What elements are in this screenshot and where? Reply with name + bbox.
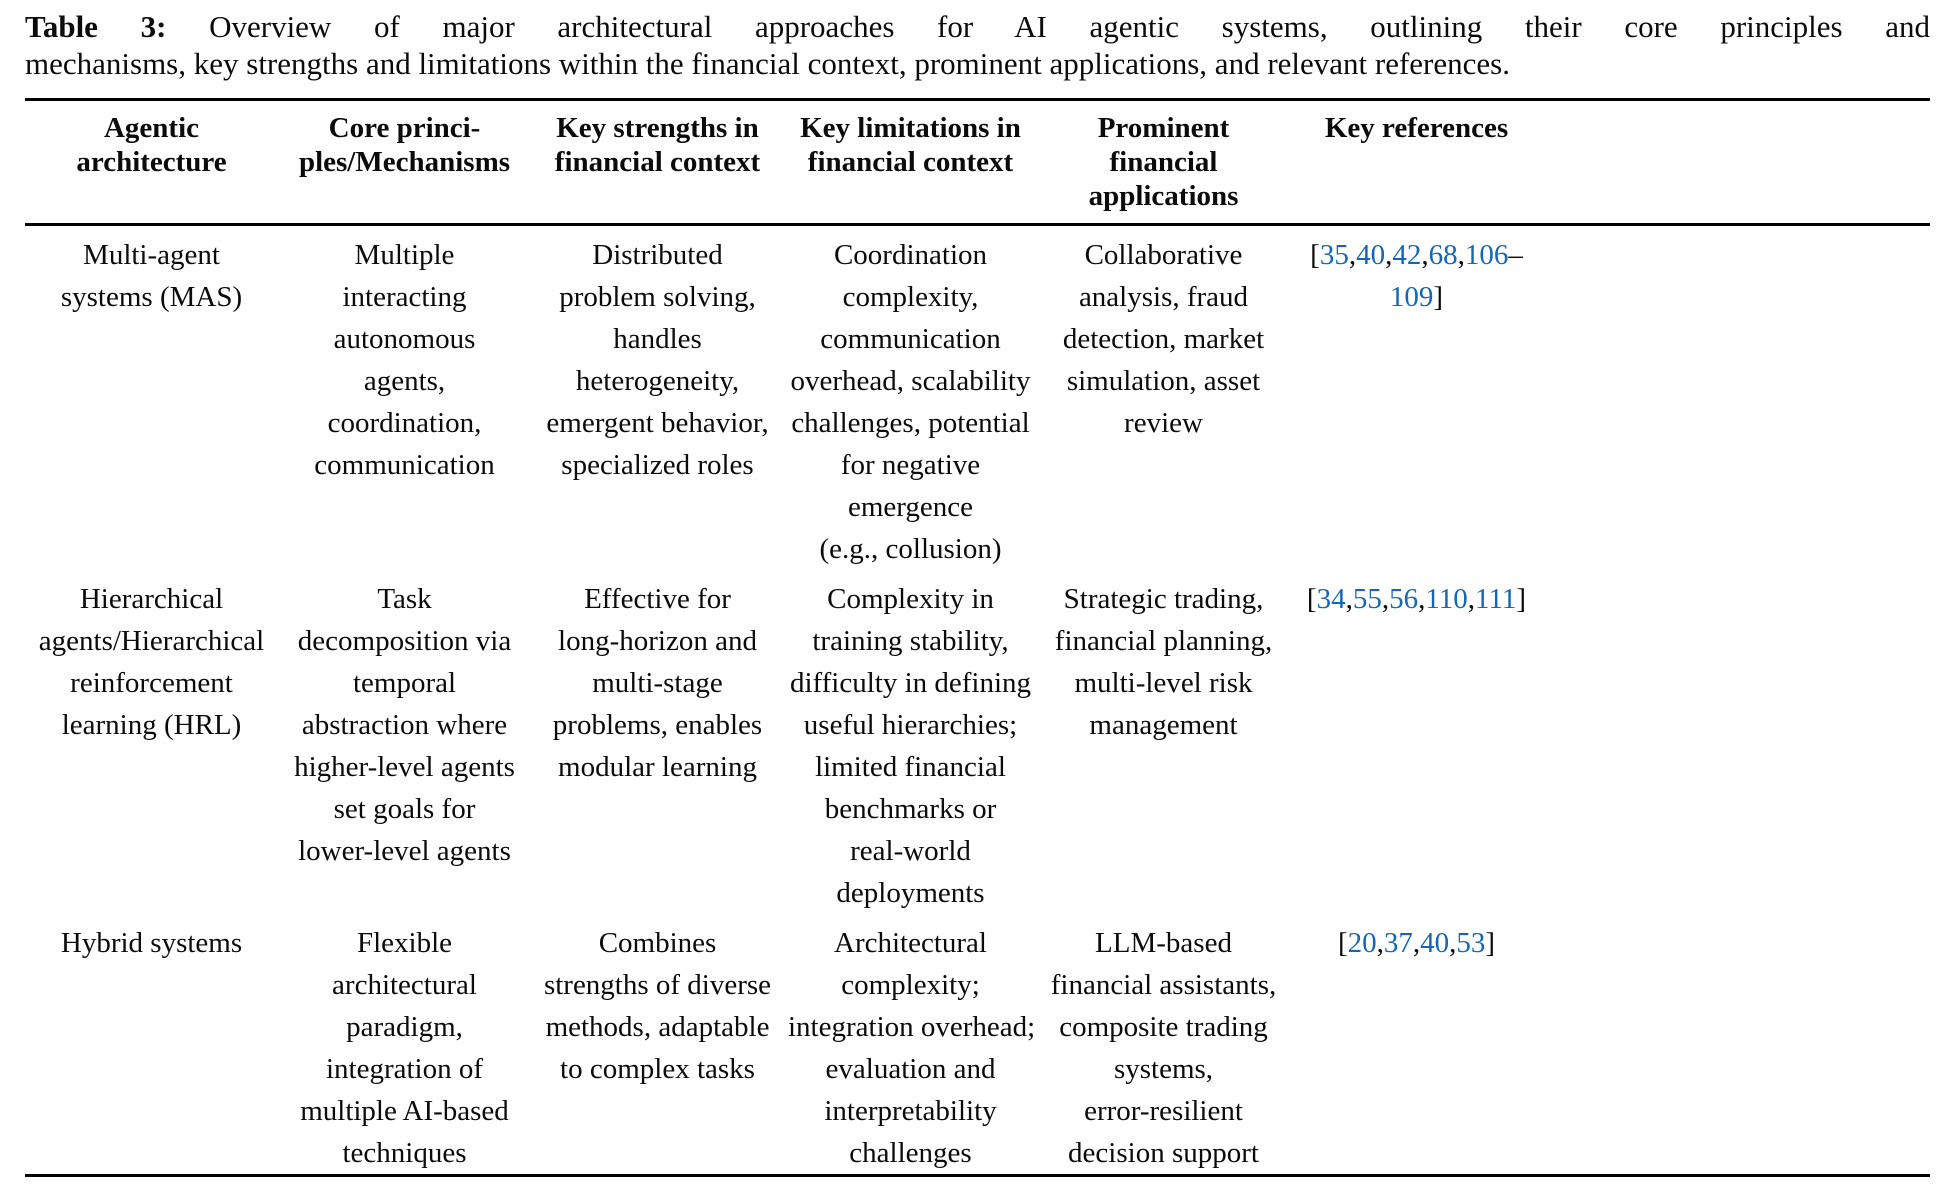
reference-punctuation: , — [1412, 927, 1421, 959]
header-line: applications — [1088, 180, 1239, 212]
cell-line: (e.g., collusion) — [819, 533, 1002, 565]
reference-punctuation: [ — [1306, 583, 1317, 615]
cell-line: emergence — [847, 491, 974, 523]
cell-line: higher-level agents — [294, 751, 515, 783]
header-applications — [1037, 111, 1290, 213]
cell-limitations — [784, 922, 1037, 1174]
cell-line: Effective for — [584, 583, 731, 615]
header-line: ples/Mechanisms — [298, 146, 511, 178]
cell-line: real-world — [850, 835, 971, 867]
cell-line: deployments — [836, 877, 985, 909]
cell-architecture — [25, 922, 278, 1174]
cell-applications — [1037, 578, 1290, 914]
header-line: Core princi- — [328, 112, 481, 144]
cell-references — [1290, 234, 1543, 570]
header-line: Agentic — [103, 112, 200, 144]
citation-link[interactable]: 109 — [1389, 281, 1434, 313]
cell-line: complexity, — [842, 281, 979, 313]
cell-line: multiple AI-based — [300, 1095, 509, 1127]
cell-line: Distributed — [592, 239, 723, 271]
cell-applications — [1037, 922, 1290, 1174]
citation-link[interactable]: 37 — [1383, 927, 1413, 959]
cell-line: Combines — [598, 927, 717, 959]
header-line: Key references — [1324, 112, 1509, 144]
reference-punctuation: , — [1381, 583, 1390, 615]
citation-link[interactable]: 56 — [1389, 583, 1419, 615]
caption-line-2: mechanisms, key strengths and limitations within the financial context, prominent applications, and relevant references. — [25, 46, 1510, 81]
cell-line: decomposition via — [297, 625, 512, 657]
cell-line: heterogeneity, — [575, 365, 740, 397]
cell-line: lower-level agents — [298, 835, 511, 867]
cell-line: architectural — [332, 969, 477, 1001]
table-body — [25, 226, 1930, 1174]
cell-line: Task — [377, 583, 432, 615]
cell-line: complexity; — [841, 969, 980, 1001]
cell-line: Complexity in — [827, 583, 994, 615]
reference-punctuation: , — [1449, 927, 1457, 959]
citation-link[interactable]: 55 — [1352, 583, 1382, 615]
reference-punctuation: ] — [1485, 927, 1496, 959]
citation-link[interactable]: 53 — [1456, 927, 1486, 959]
cell-line: multi-stage — [592, 667, 723, 699]
reference-punctuation: , — [1345, 583, 1353, 615]
cell-line: set goals for — [333, 793, 476, 825]
reference-punctuation: ] — [1516, 583, 1527, 615]
cell-references — [1290, 578, 1543, 914]
cell-line: long-horizon and — [558, 625, 757, 657]
reference-line — [1294, 578, 1539, 620]
cell-line: limited financial — [815, 751, 1006, 783]
cell-line: challenges — [849, 1137, 972, 1169]
cell-principles — [278, 234, 531, 570]
cell-line: modular learning — [558, 751, 757, 783]
citation-link[interactable]: 106 — [1464, 239, 1509, 271]
cell-line: analysis, fraud — [1078, 281, 1249, 313]
cell-line: Flexible — [356, 927, 453, 959]
citation-link[interactable]: 20 — [1347, 927, 1377, 959]
cell-architecture — [25, 578, 278, 914]
cell-line: composite trading — [1059, 1011, 1268, 1043]
cell-strengths — [531, 578, 784, 914]
cell-line: communication — [820, 323, 1001, 355]
caption-label: Table 3: — [25, 9, 167, 44]
cell-line: autonomous — [333, 323, 476, 355]
cell-applications — [1037, 234, 1290, 570]
caption-text-1: Overview of major architectural approaches for AI agentic systems, outlining their core principles and — [209, 9, 1930, 44]
reference-line — [1294, 276, 1539, 318]
cell-line: interacting — [342, 281, 467, 313]
table-row — [25, 914, 1930, 1174]
header-references — [1290, 111, 1543, 213]
reference-punctuation: , — [1348, 239, 1357, 271]
cell-line: emergent behavior, — [546, 407, 769, 439]
cell-strengths — [531, 234, 784, 570]
cell-line: Strategic trading, — [1063, 583, 1264, 615]
cell-line: specialized roles — [561, 449, 754, 481]
citation-link[interactable]: 34 — [1316, 583, 1346, 615]
citation-link[interactable]: 111 — [1475, 583, 1517, 615]
cell-line: handles — [613, 323, 702, 355]
cell-line: for negative — [840, 449, 981, 481]
cell-line: Multiple — [354, 239, 455, 271]
cell-line: error-resilient — [1084, 1095, 1243, 1127]
cell-line: problem solving, — [559, 281, 756, 313]
header-architecture — [25, 111, 278, 213]
cell-principles — [278, 922, 531, 1174]
cell-line: management — [1089, 709, 1238, 741]
cell-principles — [278, 578, 531, 914]
header-line: financial context — [807, 146, 1014, 178]
cell-line: Collaborative — [1084, 239, 1243, 271]
reference-punctuation: , — [1418, 583, 1426, 615]
cell-line: financial planning, — [1054, 625, 1273, 657]
table-row — [25, 570, 1930, 914]
reference-line — [1294, 234, 1539, 276]
cell-line: challenges, potential — [791, 407, 1030, 439]
cell-line: simulation, asset — [1066, 365, 1261, 397]
reference-punctuation: ] — [1433, 281, 1444, 313]
cell-line: agents/Hierarchical — [38, 625, 265, 657]
cell-line: LLM-based — [1095, 927, 1232, 959]
cell-line: review — [1124, 407, 1203, 439]
cell-line: techniques — [342, 1137, 467, 1169]
reference-punctuation: , — [1376, 927, 1384, 959]
cell-line: integration overhead; — [788, 1011, 1036, 1043]
table-block — [25, 0, 1930, 1177]
header-line: financial context — [554, 146, 761, 178]
cell-line: useful hierarchies; — [803, 709, 1018, 741]
cell-line: temporal — [352, 667, 457, 699]
table-header-row — [25, 101, 1930, 223]
cell-line: training stability, — [812, 625, 1009, 657]
cell-line: agents, — [363, 365, 446, 397]
cell-line: Hierarchical — [79, 583, 224, 615]
cell-line: Coordination — [833, 239, 988, 271]
reference-punctuation: , — [1385, 239, 1393, 271]
header-limitations — [784, 111, 1037, 213]
reference-punctuation: [ — [1310, 239, 1320, 271]
cell-line: multi-level risk — [1074, 667, 1253, 699]
cell-line: benchmarks or — [824, 793, 997, 825]
cell-line: systems, — [1113, 1053, 1214, 1085]
cell-architecture — [25, 234, 278, 570]
cell-line: integration of — [325, 1053, 484, 1085]
cell-line: detection, market — [1062, 323, 1265, 355]
cell-line: Architectural — [834, 927, 987, 959]
cell-line: communication — [314, 449, 495, 481]
cell-line: evaluation and — [825, 1053, 996, 1085]
cell-line: to complex tasks — [560, 1053, 755, 1085]
cell-line: Multi-agent — [83, 239, 220, 271]
cell-line: strengths of diverse — [543, 969, 772, 1001]
reference-punctuation: – — [1508, 239, 1523, 271]
cell-line: Hybrid systems — [60, 927, 243, 959]
cell-line: difficulty in defining — [789, 667, 1032, 699]
cell-line: paradigm, — [346, 1011, 463, 1043]
cell-line: learning (HRL) — [61, 709, 242, 741]
cell-line: abstraction where — [301, 709, 508, 741]
header-line: Key limitations in — [800, 112, 1021, 144]
header-principles — [278, 111, 531, 213]
citation-link[interactable]: 42 — [1392, 239, 1422, 271]
citation-link[interactable]: 35 — [1319, 239, 1349, 271]
caption-line-1 — [25, 8, 1930, 45]
cell-line: methods, adaptable — [545, 1011, 770, 1043]
cell-line: financial assistants, — [1050, 969, 1277, 1001]
cell-line: reinforcement — [70, 667, 233, 699]
reference-punctuation: , — [1421, 239, 1429, 271]
table-bottom-rule — [25, 1174, 1930, 1177]
citation-link[interactable]: 68 — [1428, 239, 1458, 271]
reference-punctuation: , — [1457, 239, 1465, 271]
cell-references — [1290, 922, 1543, 1174]
header-strengths — [531, 111, 784, 213]
cell-limitations — [784, 578, 1037, 914]
cell-line: coordination, — [327, 407, 482, 439]
citation-link[interactable]: 40 — [1420, 927, 1450, 959]
table-caption — [25, 8, 1930, 82]
cell-line: systems (MAS) — [60, 281, 243, 313]
table-row — [25, 226, 1930, 570]
cell-strengths — [531, 922, 784, 1174]
cell-line: decision support — [1068, 1137, 1259, 1169]
header-line: Key strengths in — [556, 112, 759, 144]
reference-punctuation: [ — [1337, 927, 1348, 959]
reference-punctuation: , — [1467, 583, 1476, 615]
cell-line: overhead, scalability — [790, 365, 1031, 397]
header-line: architecture — [76, 146, 227, 178]
citation-link[interactable]: 110 — [1425, 583, 1468, 615]
reference-line — [1294, 922, 1539, 964]
cell-limitations — [784, 234, 1037, 570]
citation-link[interactable]: 40 — [1356, 239, 1386, 271]
cell-line: problems, enables — [552, 709, 763, 741]
cell-line: interpretability — [824, 1095, 997, 1127]
header-line: financial — [1109, 146, 1218, 178]
header-line: Prominent — [1097, 112, 1230, 144]
